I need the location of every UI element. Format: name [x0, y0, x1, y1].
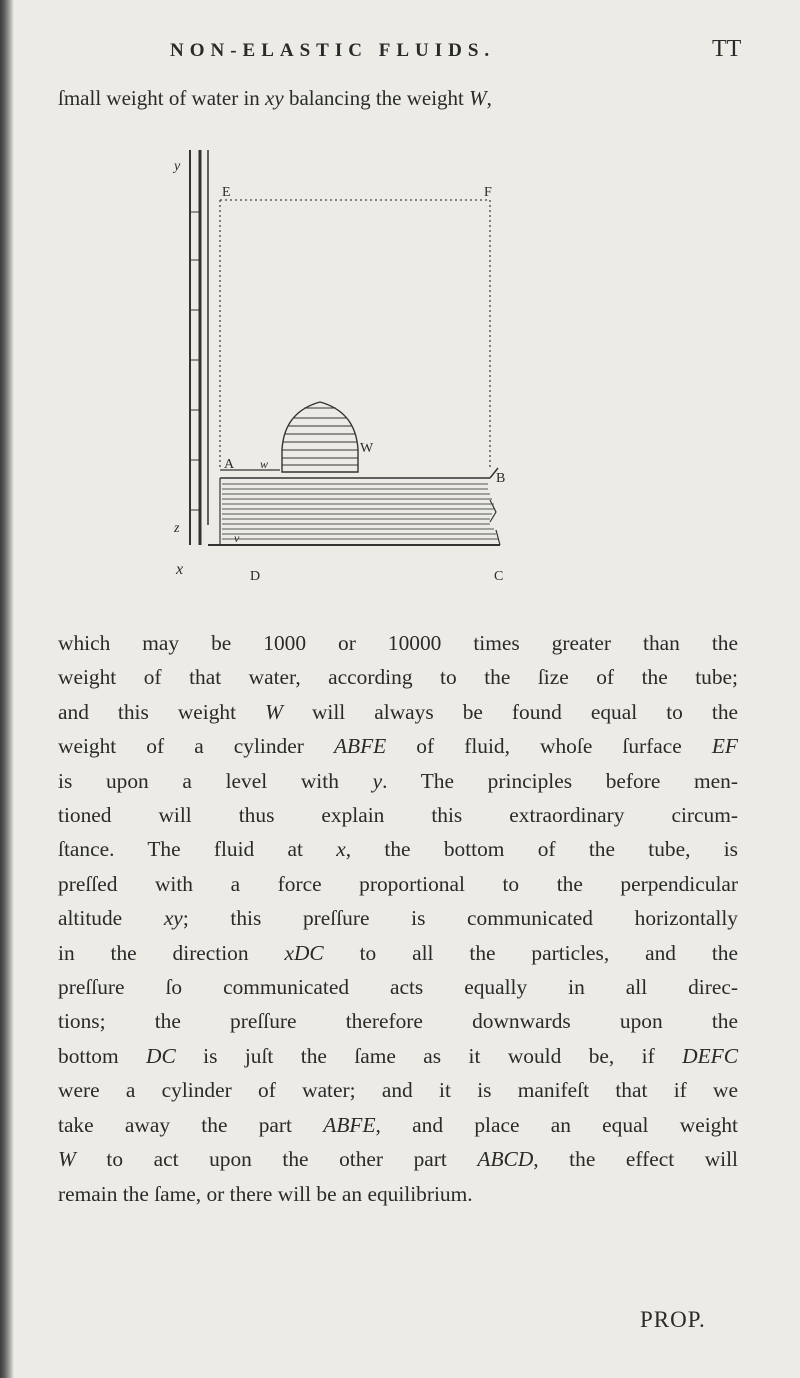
text-line: altitude xy; this preſſure is communicated horizontally — [58, 906, 738, 931]
text-line: bottom DC is juſt the ſame as it would be, if DEFC — [58, 1043, 738, 1068]
thin-tube — [190, 150, 208, 545]
label-v: v — [234, 531, 240, 545]
text-line: and this weight W will always be found equal to the — [58, 699, 739, 724]
text-line: in the direction xDC to all the particles, and the — [58, 940, 738, 965]
text-line: weight of a cylinder ABFE of fluid, whoſe ſurface EF — [58, 734, 738, 759]
running-title: NON-ELASTIC FLUIDS. — [170, 40, 496, 61]
label-a: A — [224, 457, 235, 472]
page-number: TT — [712, 36, 742, 62]
text-line: preſſure ſo communicated acts equally in all direc- — [58, 975, 738, 1000]
text-line: were a cylinder of water; and it is manifeſt that if we — [58, 1078, 738, 1103]
opening-line: ſmall weight of water in xy balancing the weight W, — [58, 86, 492, 110]
text-line: which may be 1000 or 10000 times greater than the — [58, 631, 738, 655]
label-w-small: w — [260, 457, 269, 471]
hydrostatic-figure — [160, 150, 540, 600]
vessel — [208, 468, 500, 545]
label-f: F — [484, 185, 492, 200]
label-x: x — [176, 561, 184, 578]
text-line: preſſed with a force proportional to the perpendicular — [58, 871, 738, 896]
text-line: take away the part ABFE, and place an equal weight — [58, 1112, 738, 1137]
text-line: ſtance. The fluid at x, the bottom of the tube, is — [58, 837, 738, 862]
text-line: weight of that water, according to the ſize of the tube; — [58, 665, 738, 690]
label-d: D — [250, 569, 261, 584]
label-b: B — [496, 471, 506, 486]
label-y: y — [174, 159, 181, 174]
binding-edge — [0, 0, 14, 1378]
body-paragraph — [58, 626, 738, 1211]
text-line: remain the ſame, or there will be an equilibrium. — [58, 1181, 473, 1206]
water-hatching — [222, 484, 498, 539]
label-c: C — [494, 569, 504, 584]
label-z: z — [174, 521, 180, 536]
weight-w — [258, 402, 358, 472]
text-line: tioned will thus explain this extraordinary circum- — [58, 803, 738, 828]
imaginary-cylinder — [220, 200, 490, 470]
text-line: tions; the preſſure therefore downwards upon the — [58, 1009, 738, 1034]
text-line: W to act upon the other part ABCD, the effect will — [58, 1147, 738, 1172]
text-line: is upon a level with y. The principles before men- — [58, 768, 738, 793]
catchword: PROP. — [640, 1307, 706, 1332]
label-e: E — [222, 185, 231, 200]
label-w: W — [360, 441, 374, 456]
